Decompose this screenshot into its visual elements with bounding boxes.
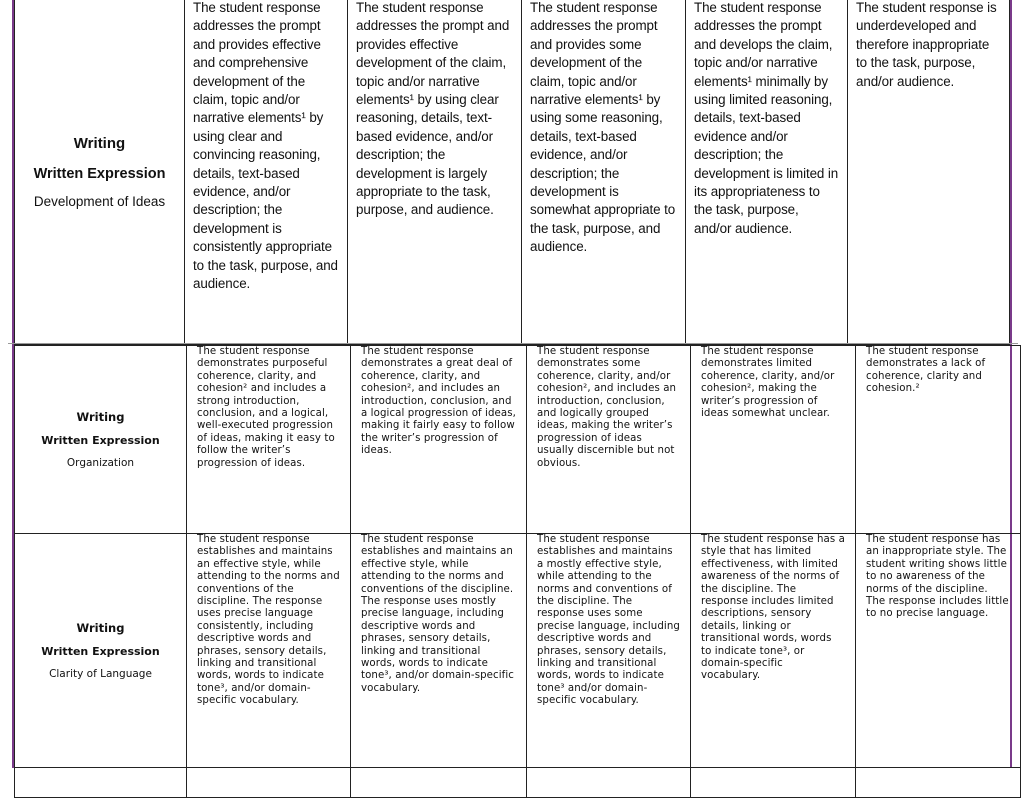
row-label-subcategory: Written Expression [33,165,166,182]
score-cell-3: The student response addresses the prompt and provides some development of the claim, topic and/or narrative elements¹ by using some reasoning, details, text-based evidence, and/or description; the development is somewhat appropriate to the task, purpose, and audience. [522,0,686,345]
row-label-criterion: Clarity of Language [49,668,152,680]
score-cell-4: The student response demonstrates limited coherence, clarity, and/or cohesion², making the writer’s progression of ideas somewhat unclear. [691,346,856,534]
rubric-row-clarity-of-language [15,534,1021,768]
rubric-row-partial [15,768,1021,798]
row-label-subcategory: Written Expression [41,645,160,658]
score-cell-1: The student response establishes and maintains an effective style, while attending to the norms and conventions of the discipline. The response uses precise language consistently, including descriptive words and phrases, sensory details, linking and transitional words, words to indicate tone³, and/or domain-specific vocabulary. [187,534,351,768]
score-cell-3: The student response demonstrates some coherence, clarity, and/or cohesion², and includes an introduction, conclusion, and logically grouped ideas, making the writer’s progression of ideas usually discernible but not obvious. [527,346,691,534]
score-cell-4: The student response has a style that has limited effectiveness, with limited awareness of the norms of the discipline. The response includes limited descriptions, sensory details, linking or transitional words, words to indicate tone³, or domain-specific vocabulary. [691,534,856,768]
score-cell-4 [691,768,856,798]
row-label-category: Writing [76,621,125,635]
row-label-subcategory: Written Expression [41,434,160,447]
score-cell-5: The student response has an inappropriate style. The student writing shows little to no awareness of the norms of the discipline. The response includes little to no precise language. [856,534,1021,768]
score-cell-1: The student response addresses the prompt and provides effective and comprehensive development of the claim, topic and/or narrative elements¹ by using clear and convincing reasoning, details, text-based evidence, and/or description; the development is consistently appropriate to the task, purpose, and audience. [185,0,348,345]
rubric-table-development [14,0,1010,345]
score-cell-5 [856,768,1021,798]
score-cell-3: The student response establishes and maintains a mostly effective style, while attending to the norms and conventions of the discipline. The response uses some precise language, including descriptive words and phrases, sensory details, linking and transitional words, words to indicate tone³ and/or domain-specific vocabulary. [527,534,691,768]
score-cell-5: The student response is underdeveloped and therefore inappropriate to the task, purpose, and/or audience. [848,0,1010,345]
row-label [15,534,187,768]
score-cell-1: The student response demonstrates purposeful coherence, clarity, and cohesion² and includes a strong introduction, conclusion, and a logical, well-executed progression of ideas, making it easy to follow the writer’s progression of ideas. [187,346,351,534]
score-cell-2: The student response addresses the prompt and provides effective development of the claim, topic and/or narrative elements¹ by using clear reasoning, details, text-based evidence, and/or description; the development is largely appropriate to the task, purpose, and audience. [348,0,522,345]
row-label [15,346,187,534]
score-cell-2 [351,768,527,798]
rubric-table-organization-clarity [14,345,1021,798]
row-label-category: Writing [76,410,125,424]
score-cell-3 [527,768,691,798]
rubric-row-development-of-ideas [15,0,1010,345]
score-cell-4: The student response addresses the prompt and develops the claim, topic and/or narrative elements¹ minimally by using limited reasoning, details, text-based evidence and/or description; the development is limited in its appropriateness to the task, purpose, and/or audience. [686,0,848,345]
score-cell-2: The student response establishes and maintains an effective style, while attending to the norms and conventions of the discipline. The response uses mostly precise language, including descriptive words and phrases, sensory details, linking and transitional words, words to indicate tone³, and/or domain-specific vocabulary. [351,534,527,768]
score-cell-2: The student response demonstrates a great deal of coherence, clarity, and cohesion², and includes an introduction, conclusion, and a logical progression of ideas, making it fairly easy to follow the writer’s progression of ideas. [351,346,527,534]
row-label-category: Writing [73,134,126,152]
score-cell-1 [187,768,351,798]
page-divider [8,343,1018,344]
score-cell-5: The student response demonstrates a lack of coherence, clarity and cohesion.² [856,346,1021,534]
row-label [15,0,185,345]
rubric-row-organization [15,346,1021,534]
row-label [15,768,187,798]
row-label-criterion: Development of Ideas [33,193,166,209]
row-label-criterion: Organization [66,457,135,469]
